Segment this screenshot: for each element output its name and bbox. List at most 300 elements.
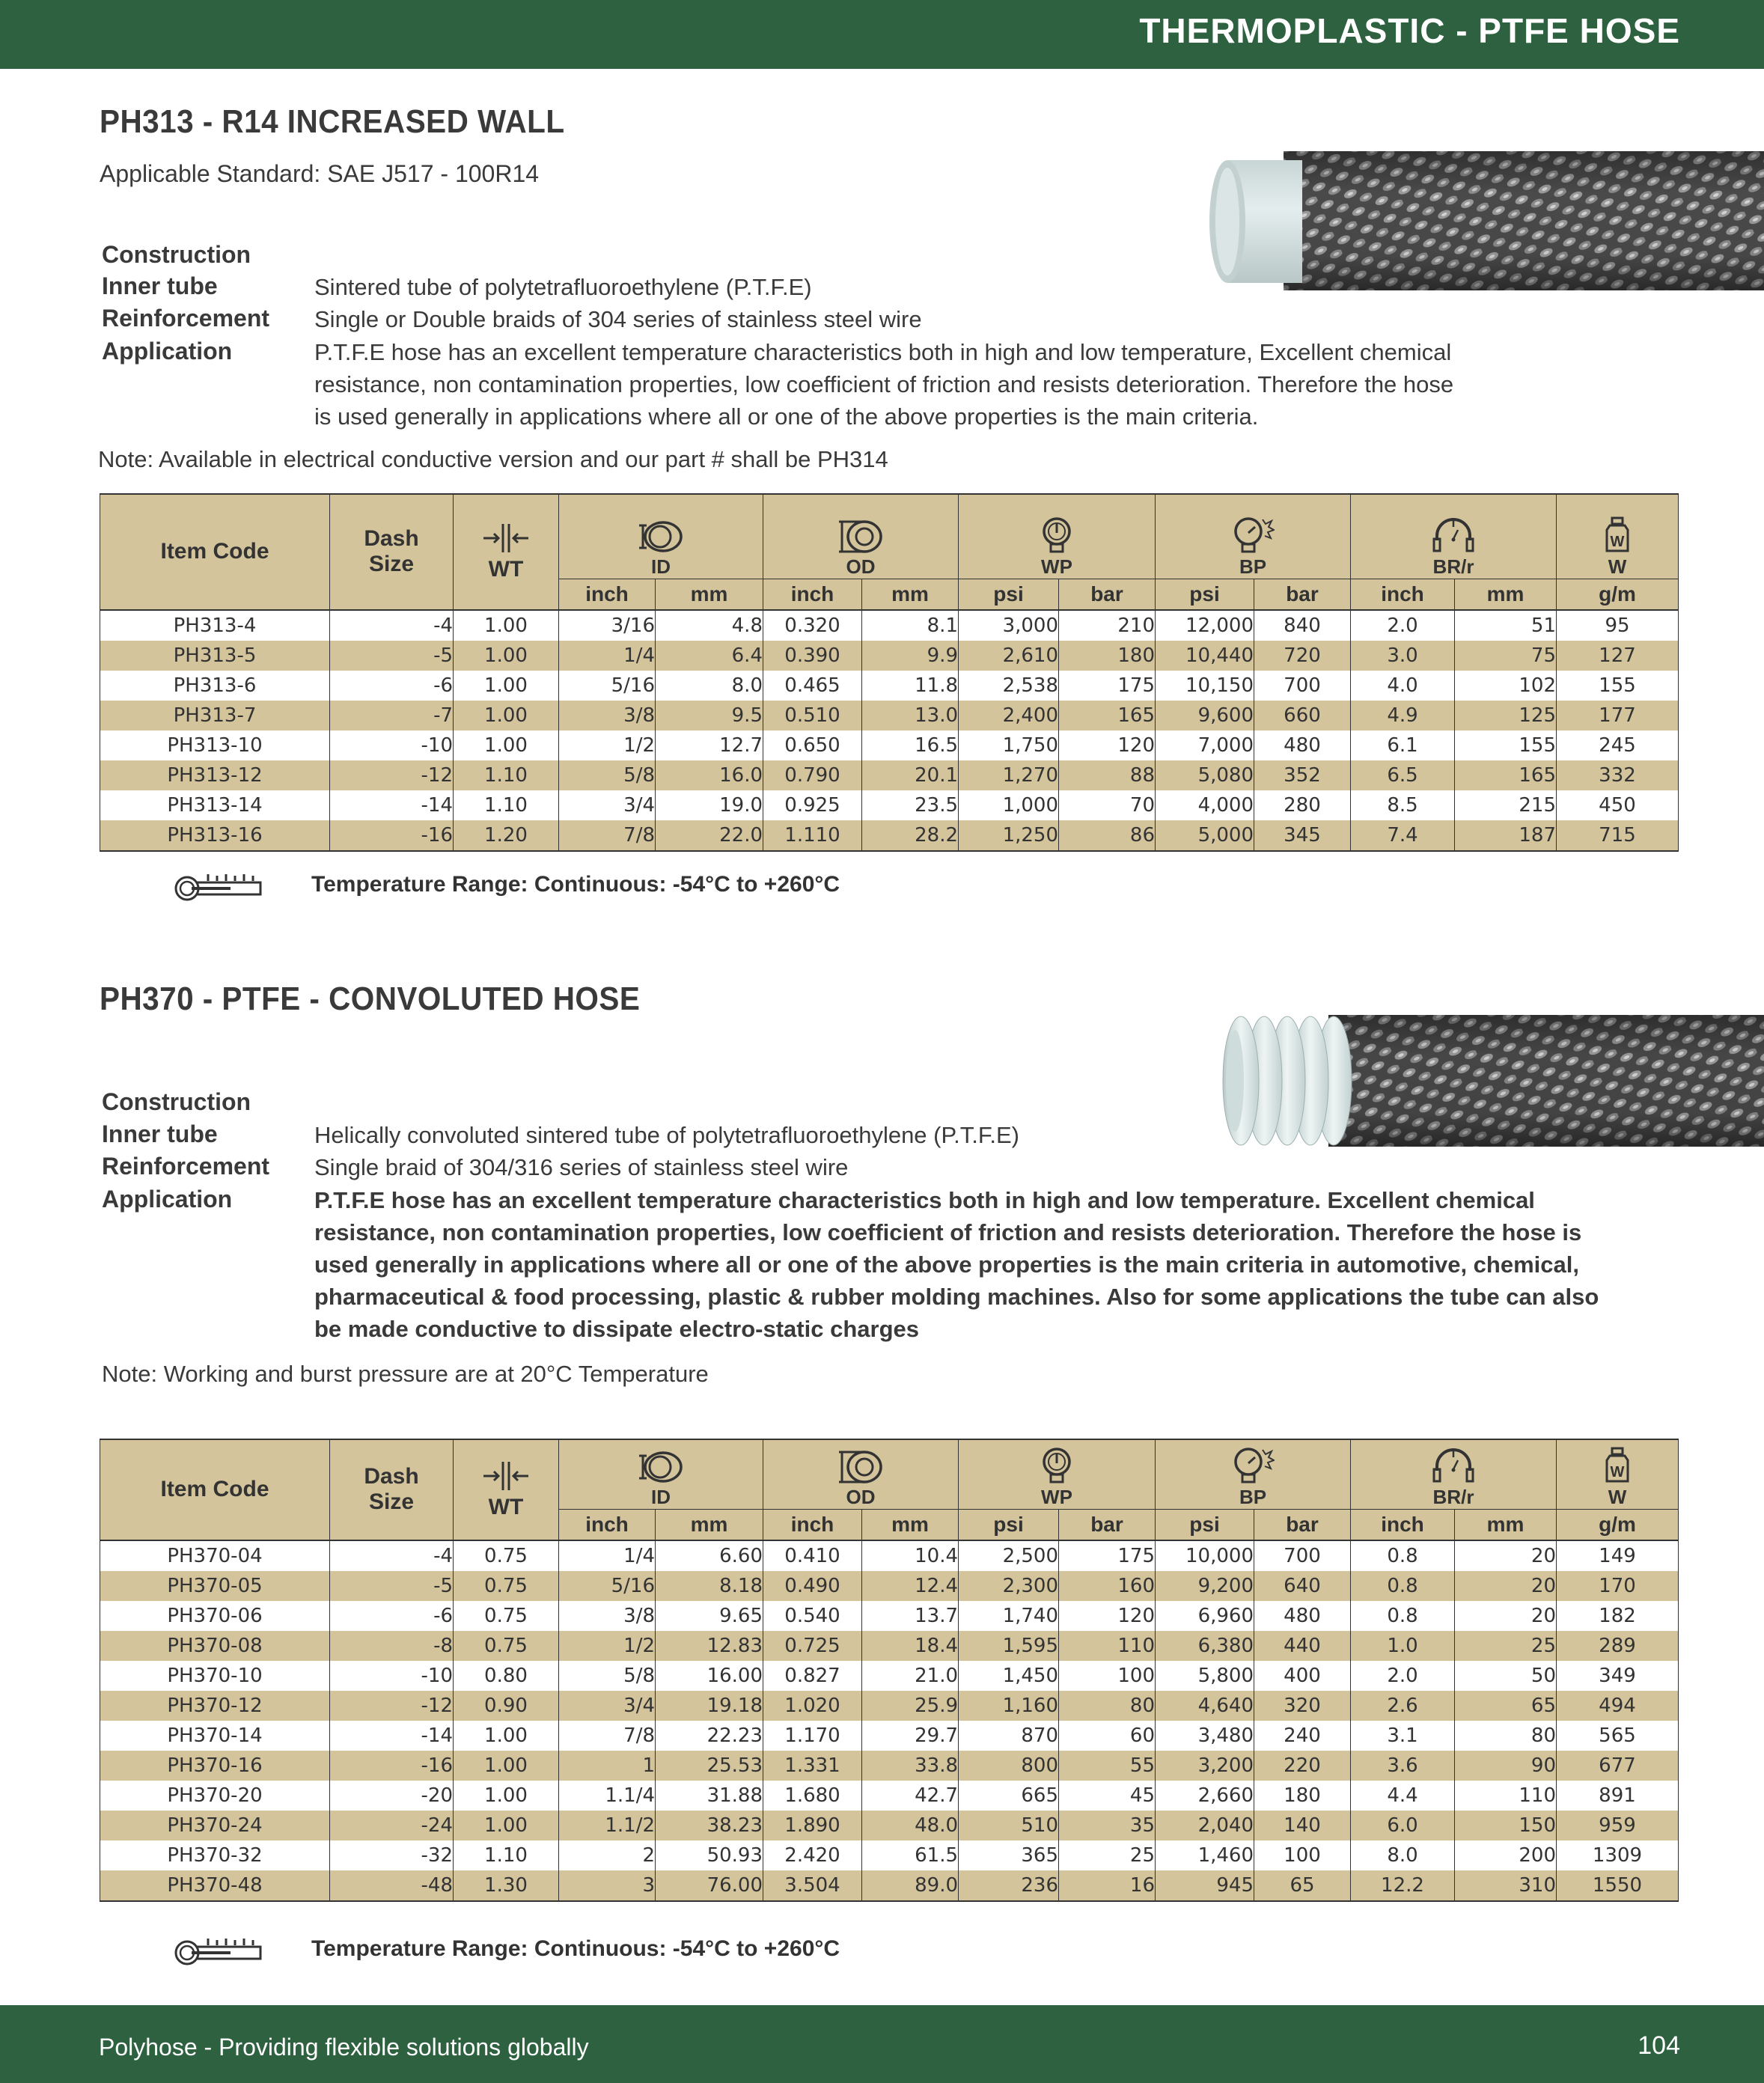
cell-od-inch: 0.390 <box>763 641 862 671</box>
cell-bp-bar: 220 <box>1254 1751 1351 1781</box>
size-label: Size <box>368 1489 415 1515</box>
cell-wall-thickness: 1.20 <box>454 820 559 851</box>
cell-dash-size: -5 <box>330 1571 454 1601</box>
cell-weight-gm: 177 <box>1557 701 1679 731</box>
cell-id-mm: 16.0 <box>656 760 763 790</box>
cell-od-inch: 1.110 <box>763 820 862 851</box>
table-row <box>100 1751 1679 1781</box>
sub-br-mm: mm <box>1455 1509 1557 1540</box>
cell-br-inch: 1.0 <box>1351 1631 1455 1661</box>
cell-wall-thickness: 1.00 <box>454 1721 559 1751</box>
cell-weight-gm: 149 <box>1557 1540 1679 1571</box>
col-item-code: Item Code <box>100 1439 330 1540</box>
cell-item-code: PH370-32 <box>100 1840 330 1870</box>
sub-wp-bar: bar <box>1059 1509 1156 1540</box>
cell-bp-psi: 9,600 <box>1156 701 1254 731</box>
wp-label: WP <box>1041 555 1072 578</box>
cell-item-code: PH370-14 <box>100 1721 330 1751</box>
cell-weight-gm: 565 <box>1557 1721 1679 1751</box>
cell-dash-size: -12 <box>330 1691 454 1721</box>
cell-bp-psi: 2,040 <box>1156 1811 1254 1840</box>
cell-wp-bar: 55 <box>1059 1751 1156 1781</box>
cell-dash-size: -6 <box>330 671 454 701</box>
cell-dash-size: -14 <box>330 790 454 820</box>
cell-bp-bar: 280 <box>1254 790 1351 820</box>
cell-item-code: PH370-05 <box>100 1571 330 1601</box>
cell-bp-psi: 945 <box>1156 1870 1254 1901</box>
cell-od-inch: 0.320 <box>763 610 862 641</box>
table-row <box>100 1721 1679 1751</box>
cell-item-code: PH313-4 <box>100 610 330 641</box>
cell-item-code: PH313-14 <box>100 790 330 820</box>
cell-od-inch: 1.020 <box>763 1691 862 1721</box>
section-title-ph313: PH313 - R14 INCREASED WALL <box>100 103 565 140</box>
cell-br-mm: 65 <box>1455 1691 1557 1721</box>
table-row <box>100 790 1679 820</box>
col-group-id <box>559 494 763 579</box>
col-group-id <box>559 1439 763 1509</box>
cell-od-mm: 13.0 <box>862 701 959 731</box>
cell-wall-thickness: 1.10 <box>454 790 559 820</box>
application-line: resistance, non contamination properties, low coefficient of friction and resists deterioration. Therefore the hose <box>314 371 1454 397</box>
cell-dash-size: -32 <box>330 1840 454 1870</box>
cell-od-inch: 0.725 <box>763 1631 862 1661</box>
cell-wp-bar: 35 <box>1059 1811 1156 1840</box>
table-row <box>100 1840 1679 1870</box>
cell-id-inch: 3 <box>559 1870 656 1901</box>
cell-item-code: PH370-20 <box>100 1781 330 1811</box>
cell-id-mm: 31.88 <box>656 1781 763 1811</box>
cell-od-mm: 20.1 <box>862 760 959 790</box>
reinforcement-value: Single braid of 304/316 series of stainless steel wire <box>314 1154 849 1180</box>
cell-br-inch: 6.0 <box>1351 1811 1455 1840</box>
cell-weight-gm: 494 <box>1557 1691 1679 1721</box>
col-group-wp <box>959 1439 1156 1509</box>
cell-wp-bar: 70 <box>1059 790 1156 820</box>
cell-id-inch: 5/16 <box>559 1571 656 1601</box>
cell-bp-bar: 660 <box>1254 701 1351 731</box>
cell-item-code: PH313-6 <box>100 671 330 701</box>
cell-br-mm: 155 <box>1455 731 1557 760</box>
sub-id-inch: inch <box>559 1509 656 1540</box>
table-row <box>100 1870 1679 1901</box>
cell-weight-gm: 155 <box>1557 671 1679 701</box>
col-wall-thickness <box>454 1439 559 1540</box>
cell-br-inch: 3.6 <box>1351 1751 1455 1781</box>
table-row <box>100 1691 1679 1721</box>
cell-od-inch: 0.510 <box>763 701 862 731</box>
cell-wp-bar: 210 <box>1059 610 1156 641</box>
cell-br-mm: 200 <box>1455 1840 1557 1870</box>
sub-id-inch: inch <box>559 579 656 610</box>
cell-item-code: PH370-10 <box>100 1661 330 1691</box>
cell-wall-thickness: 1.00 <box>454 671 559 701</box>
cell-od-inch: 1.890 <box>763 1811 862 1840</box>
cell-od-mm: 33.8 <box>862 1751 959 1781</box>
inner-tube-value: Sintered tube of polytetrafluoroethylene (P.T.F.E) <box>314 274 812 300</box>
section-title-ph370: PH370 - PTFE - CONVOLUTED HOSE <box>100 980 641 1017</box>
application-line: is used generally in applications where all or one of the above properties is the main criteria. <box>314 403 1259 430</box>
cell-bp-psi: 6,380 <box>1156 1631 1254 1661</box>
col-wall-thickness <box>454 494 559 610</box>
cell-br-inch: 0.8 <box>1351 1601 1455 1631</box>
col-item-code: Item Code <box>100 494 330 610</box>
cell-wall-thickness: 1.10 <box>454 1840 559 1870</box>
cell-bp-psi: 4,000 <box>1156 790 1254 820</box>
cell-wp-bar: 45 <box>1059 1781 1156 1811</box>
cell-id-mm: 9.5 <box>656 701 763 731</box>
cell-id-mm: 25.53 <box>656 1751 763 1781</box>
cell-id-inch: 5/16 <box>559 671 656 701</box>
cell-od-mm: 42.7 <box>862 1781 959 1811</box>
cell-br-inch: 8.0 <box>1351 1840 1455 1870</box>
cell-wp-psi: 870 <box>959 1721 1059 1751</box>
cell-dash-size: -10 <box>330 1661 454 1691</box>
cell-dash-size: -8 <box>330 1631 454 1661</box>
cell-item-code: PH370-12 <box>100 1691 330 1721</box>
cell-item-code: PH370-24 <box>100 1811 330 1840</box>
cell-weight-gm: 891 <box>1557 1781 1679 1811</box>
cell-od-inch: 3.504 <box>763 1870 862 1901</box>
wall-thickness-icon <box>482 521 530 555</box>
outer-diameter-icon <box>836 1450 885 1484</box>
cell-od-mm: 10.4 <box>862 1540 959 1571</box>
page-header-title: THERMOPLASTIC - PTFE HOSE <box>1139 11 1680 50</box>
cell-br-inch: 6.1 <box>1351 731 1455 760</box>
cell-od-mm: 89.0 <box>862 1870 959 1901</box>
cell-id-inch: 3/8 <box>559 701 656 731</box>
inner-tube-label: Inner tube <box>102 272 218 299</box>
temperature-range-ph313 <box>171 868 840 901</box>
cell-id-inch: 7/8 <box>559 820 656 851</box>
cell-od-inch: 0.465 <box>763 671 862 701</box>
cell-dash-size: -16 <box>330 820 454 851</box>
reinforcement-label: Reinforcement <box>102 305 270 332</box>
cell-dash-size: -7 <box>330 701 454 731</box>
cell-wp-psi: 1,000 <box>959 790 1059 820</box>
cell-id-inch: 1.1/4 <box>559 1781 656 1811</box>
weight-icon <box>1602 1447 1632 1484</box>
application-text <box>314 1184 1599 1345</box>
cell-bp-psi: 4,640 <box>1156 1691 1254 1721</box>
application-label: Application <box>102 338 233 365</box>
cell-wp-psi: 1,595 <box>959 1631 1059 1661</box>
cell-br-mm: 75 <box>1455 641 1557 671</box>
cell-wp-psi: 1,750 <box>959 731 1059 760</box>
cell-wall-thickness: 0.75 <box>454 1540 559 1571</box>
ph370-spec-table <box>100 1439 1679 1902</box>
cell-weight-gm: 170 <box>1557 1571 1679 1601</box>
working-pressure-gauge-icon <box>1040 1447 1074 1484</box>
cell-br-inch: 0.8 <box>1351 1571 1455 1601</box>
col-group-bp <box>1156 1439 1351 1509</box>
cell-od-inch: 1.170 <box>763 1721 862 1751</box>
cell-od-mm: 23.5 <box>862 790 959 820</box>
cell-wall-thickness: 0.90 <box>454 1691 559 1721</box>
application-line: P.T.F.E hose has an excellent temperature characteristics both in high and low temperature, Excellent chemical <box>314 339 1452 365</box>
cell-br-inch: 7.4 <box>1351 820 1455 851</box>
outer-diameter-icon <box>836 519 885 554</box>
reinforcement-value: Single or Double braids of 304 series of stainless steel wire <box>314 306 922 332</box>
col-dash-size <box>330 494 454 610</box>
cell-dash-size: -14 <box>330 1721 454 1751</box>
cell-bp-bar: 720 <box>1254 641 1351 671</box>
cell-id-inch: 2 <box>559 1840 656 1870</box>
cell-item-code: PH370-08 <box>100 1631 330 1661</box>
cell-dash-size: -4 <box>330 1540 454 1571</box>
inner-tube-label: Inner tube <box>102 1120 218 1147</box>
cell-od-mm: 18.4 <box>862 1631 959 1661</box>
cell-bp-bar: 400 <box>1254 1661 1351 1691</box>
cell-wp-bar: 25 <box>1059 1840 1156 1870</box>
table-row <box>100 1601 1679 1631</box>
temperature-range-ph370 <box>171 1933 840 1965</box>
cell-wall-thickness: 0.80 <box>454 1661 559 1691</box>
od-label: OD <box>846 555 876 578</box>
footer-tagline: Polyhose - Providing flexible solutions globally <box>99 2034 589 2061</box>
sub-br-inch: inch <box>1351 1509 1455 1540</box>
cell-bp-psi: 10,440 <box>1156 641 1254 671</box>
cell-br-mm: 165 <box>1455 760 1557 790</box>
cell-bp-psi: 5,080 <box>1156 760 1254 790</box>
cell-br-mm: 50 <box>1455 1661 1557 1691</box>
cell-bp-bar: 65 <box>1254 1870 1351 1901</box>
table-row <box>100 610 1679 641</box>
table-row <box>100 760 1679 790</box>
cell-od-mm: 48.0 <box>862 1811 959 1840</box>
cell-od-inch: 1.680 <box>763 1781 862 1811</box>
cell-wall-thickness: 1.00 <box>454 641 559 671</box>
application-text <box>314 336 1453 433</box>
cell-id-inch: 1/2 <box>559 1631 656 1661</box>
cell-id-inch: 1 <box>559 1751 656 1781</box>
cell-bp-psi: 6,960 <box>1156 1601 1254 1631</box>
cell-weight-gm: 1550 <box>1557 1870 1679 1901</box>
cell-wp-psi: 365 <box>959 1840 1059 1870</box>
cell-id-mm: 4.8 <box>656 610 763 641</box>
working-pressure-gauge-icon <box>1040 516 1074 554</box>
cell-bp-bar: 640 <box>1254 1571 1351 1601</box>
cell-id-mm: 6.60 <box>656 1540 763 1571</box>
cell-weight-gm: 95 <box>1557 610 1679 641</box>
cell-id-inch: 3/4 <box>559 790 656 820</box>
cell-id-mm: 76.00 <box>656 1870 763 1901</box>
cell-bp-bar: 320 <box>1254 1691 1351 1721</box>
cell-wp-bar: 180 <box>1059 641 1156 671</box>
cell-wall-thickness: 0.75 <box>454 1571 559 1601</box>
sub-w-gm: g/m <box>1557 1509 1679 1540</box>
table-row <box>100 701 1679 731</box>
cell-br-mm: 80 <box>1455 1721 1557 1751</box>
bp-label: BP <box>1239 1485 1267 1508</box>
cell-od-inch: 0.790 <box>763 760 862 790</box>
cell-wp-psi: 3,000 <box>959 610 1059 641</box>
cell-weight-gm: 349 <box>1557 1661 1679 1691</box>
col-group-od <box>763 1439 959 1509</box>
cell-bp-bar: 700 <box>1254 1540 1351 1571</box>
cell-weight-gm: 182 <box>1557 1601 1679 1631</box>
application-line: pharmaceutical & food processing, plastic & rubber molding machines. Also for some applications the tube can also <box>314 1284 1599 1310</box>
cell-dash-size: -10 <box>330 731 454 760</box>
cell-br-inch: 2.6 <box>1351 1691 1455 1721</box>
cell-wp-psi: 1,740 <box>959 1601 1059 1631</box>
wall-thickness-icon <box>482 1459 530 1493</box>
cell-wp-psi: 1,160 <box>959 1691 1059 1721</box>
cell-wp-psi: 1,450 <box>959 1661 1059 1691</box>
ph370-table-body <box>100 1540 1679 1901</box>
burst-pressure-gauge-icon <box>1231 516 1275 554</box>
cell-wp-psi: 1,270 <box>959 760 1059 790</box>
cell-bp-psi: 3,200 <box>1156 1751 1254 1781</box>
cell-bp-psi: 10,000 <box>1156 1540 1254 1571</box>
cell-od-mm: 25.9 <box>862 1691 959 1721</box>
cell-wall-thickness: 0.75 <box>454 1631 559 1661</box>
bp-label: BP <box>1239 555 1267 578</box>
cell-od-mm: 13.7 <box>862 1601 959 1631</box>
table-row <box>100 1631 1679 1661</box>
cell-wp-bar: 88 <box>1059 760 1156 790</box>
cell-item-code: PH313-10 <box>100 731 330 760</box>
conductive-note: Note: Available in electrical conductive version and our part # shall be PH314 <box>98 446 888 472</box>
cell-wall-thickness: 1.10 <box>454 760 559 790</box>
cell-bp-bar: 840 <box>1254 610 1351 641</box>
sub-wp-bar: bar <box>1059 579 1156 610</box>
cell-dash-size: -48 <box>330 1870 454 1901</box>
sub-w-gm: g/m <box>1557 579 1679 610</box>
cell-wp-bar: 120 <box>1059 1601 1156 1631</box>
cell-wp-psi: 510 <box>959 1811 1059 1840</box>
cell-bp-psi: 2,660 <box>1156 1781 1254 1811</box>
col-group-wp <box>959 494 1156 579</box>
temperature-text: Temperature Range: Continuous: -54°C to +260°C <box>311 1936 840 1961</box>
cell-br-inch: 4.4 <box>1351 1781 1455 1811</box>
cell-od-inch: 0.827 <box>763 1661 862 1691</box>
dash-label: Dash <box>364 1464 419 1489</box>
cell-bp-bar: 352 <box>1254 760 1351 790</box>
cell-item-code: PH313-12 <box>100 760 330 790</box>
cell-id-mm: 16.00 <box>656 1661 763 1691</box>
cell-br-mm: 310 <box>1455 1870 1557 1901</box>
sub-od-inch: inch <box>763 1509 862 1540</box>
cell-wall-thickness: 1.00 <box>454 1751 559 1781</box>
cell-dash-size: -16 <box>330 1751 454 1781</box>
cell-br-inch: 8.5 <box>1351 790 1455 820</box>
cell-dash-size: -12 <box>330 760 454 790</box>
cell-id-mm: 6.4 <box>656 641 763 671</box>
table-row <box>100 1540 1679 1571</box>
temperature-text: Temperature Range: Continuous: -54°C to +260°C <box>311 872 840 897</box>
cell-id-inch: 7/8 <box>559 1721 656 1751</box>
cell-br-inch: 12.2 <box>1351 1870 1455 1901</box>
br-label: BR/r <box>1432 555 1474 578</box>
cell-id-inch: 1/2 <box>559 731 656 760</box>
cell-bp-bar: 440 <box>1254 1631 1351 1661</box>
cell-od-inch: 1.331 <box>763 1751 862 1781</box>
cell-od-mm: 16.5 <box>862 731 959 760</box>
cell-dash-size: -6 <box>330 1601 454 1631</box>
cell-id-mm: 8.0 <box>656 671 763 701</box>
cell-id-mm: 19.0 <box>656 790 763 820</box>
sub-bp-bar: bar <box>1254 1509 1351 1540</box>
cell-id-mm: 9.65 <box>656 1601 763 1631</box>
cell-item-code: PH370-16 <box>100 1751 330 1781</box>
cell-od-mm: 61.5 <box>862 1840 959 1870</box>
cell-od-mm: 12.4 <box>862 1571 959 1601</box>
cell-id-mm: 12.7 <box>656 731 763 760</box>
cell-bp-bar: 700 <box>1254 671 1351 701</box>
cell-weight-gm: 1309 <box>1557 1840 1679 1870</box>
cell-bp-bar: 480 <box>1254 731 1351 760</box>
inner-tube-value: Helically convoluted sintered tube of polytetrafluoroethylene (P.T.F.E) <box>314 1122 1020 1148</box>
cell-wp-bar: 165 <box>1059 701 1156 731</box>
cell-od-inch: 0.650 <box>763 731 862 760</box>
application-line: resistance, non contamination properties, low coefficient of friction and resists deterioration. Therefore the hose is <box>314 1219 1582 1245</box>
cell-br-mm: 187 <box>1455 820 1557 851</box>
sub-od-mm: mm <box>862 1509 959 1540</box>
cell-id-mm: 19.18 <box>656 1691 763 1721</box>
size-label: Size <box>368 552 415 577</box>
cell-wp-bar: 16 <box>1059 1870 1156 1901</box>
cell-id-mm: 22.23 <box>656 1721 763 1751</box>
id-label: ID <box>651 1485 671 1508</box>
col-group-bp <box>1156 494 1351 579</box>
cell-id-mm: 8.18 <box>656 1571 763 1601</box>
applicable-standard: Applicable Standard: SAE J517 - 100R14 <box>100 160 540 187</box>
col-group-bend-radius <box>1351 494 1557 579</box>
cell-id-inch: 3/8 <box>559 1601 656 1631</box>
cell-wall-thickness: 0.75 <box>454 1601 559 1631</box>
cell-br-mm: 20 <box>1455 1540 1557 1571</box>
cell-br-mm: 90 <box>1455 1751 1557 1781</box>
table-row <box>100 1571 1679 1601</box>
cell-bp-psi: 9,200 <box>1156 1571 1254 1601</box>
sub-od-mm: mm <box>862 579 959 610</box>
cell-br-mm: 125 <box>1455 701 1557 731</box>
sub-od-inch: inch <box>763 579 862 610</box>
cell-br-inch: 3.0 <box>1351 641 1455 671</box>
cell-wp-bar: 110 <box>1059 1631 1156 1661</box>
cell-br-mm: 25 <box>1455 1631 1557 1661</box>
construction-heading: Construction <box>102 241 251 268</box>
cell-wall-thickness: 1.00 <box>454 701 559 731</box>
cell-bp-bar: 240 <box>1254 1721 1351 1751</box>
cell-bp-bar: 140 <box>1254 1811 1351 1840</box>
construction-heading: Construction <box>102 1088 251 1115</box>
cell-id-inch: 5/8 <box>559 760 656 790</box>
cell-weight-gm: 127 <box>1557 641 1679 671</box>
cell-wp-bar: 175 <box>1059 671 1156 701</box>
cell-id-inch: 1/4 <box>559 1540 656 1571</box>
cell-item-code: PH370-04 <box>100 1540 330 1571</box>
cell-dash-size: -5 <box>330 641 454 671</box>
cell-dash-size: -4 <box>330 610 454 641</box>
w-label: W <box>1608 555 1627 578</box>
col-group-od <box>763 494 959 579</box>
cell-bp-psi: 3,480 <box>1156 1721 1254 1751</box>
cell-od-mm: 9.9 <box>862 641 959 671</box>
cell-br-inch: 2.0 <box>1351 610 1455 641</box>
cell-bp-bar: 100 <box>1254 1840 1351 1870</box>
cell-br-inch: 4.9 <box>1351 701 1455 731</box>
cell-od-mm: 29.7 <box>862 1721 959 1751</box>
cell-id-inch: 1/4 <box>559 641 656 671</box>
bend-radius-icon <box>1429 1447 1477 1484</box>
cell-id-mm: 12.83 <box>656 1631 763 1661</box>
cell-od-mm: 11.8 <box>862 671 959 701</box>
application-line: used generally in applications where all or one of the above properties is the main criteria in automotive, chemical, <box>314 1251 1579 1278</box>
cell-od-inch: 0.925 <box>763 790 862 820</box>
cell-od-mm: 21.0 <box>862 1661 959 1691</box>
